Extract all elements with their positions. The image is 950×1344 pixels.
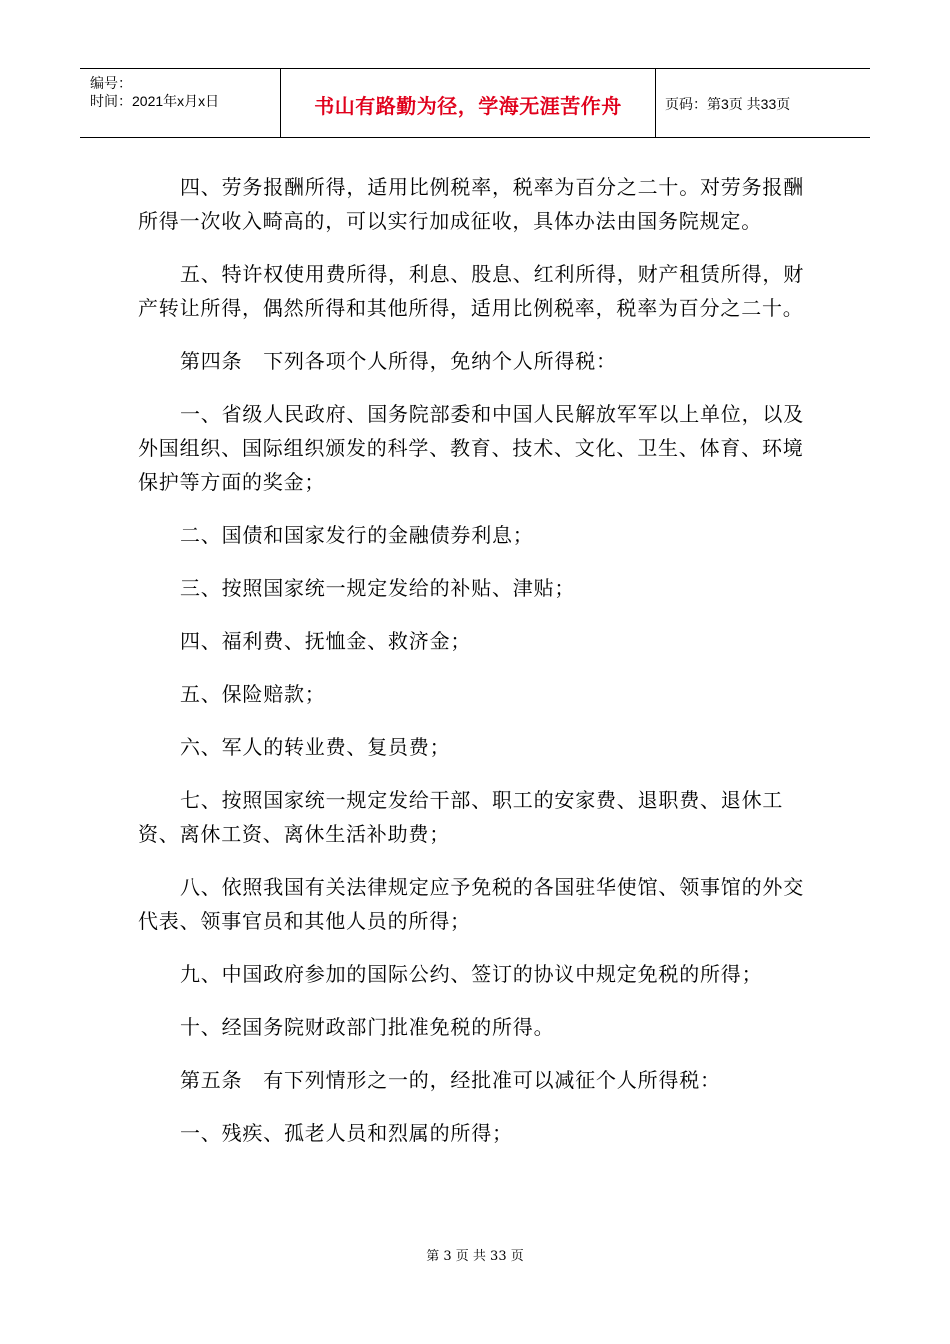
paragraph: 五、特许权使用费所得，利息、股息、红利所得，财产租赁所得，财产转让所得，偶然所得和其他所得，适用比例税率，税率为百分之二十。 bbox=[138, 262, 804, 320]
document-number-label: 编号： bbox=[90, 75, 132, 91]
paragraph: 一、残疾、孤老人员和烈属的所得； bbox=[180, 1121, 513, 1145]
article-heading: 第五条 有下列情形之一的，经批准可以减征个人所得税： bbox=[180, 1068, 721, 1092]
header-motto-cell bbox=[280, 69, 656, 137]
paragraph: 一、省级人民政府、国务院部委和中国人民解放军军以上单位，以及外国组织、国际组织颁发的科学、教育、技术、文化、卫生、体育、环境保护等方面的奖金； bbox=[138, 402, 804, 494]
page-footer: 第 3 页 共 33 页 bbox=[426, 1249, 524, 1264]
header-page-info: 页码：第3页 共33页 bbox=[665, 96, 791, 112]
article-heading: 第四条 下列各项个人所得，免纳个人所得税： bbox=[180, 349, 617, 373]
paragraph: 十、经国务院财政部门批准免税的所得。 bbox=[180, 1015, 555, 1039]
header-page-cell bbox=[655, 69, 870, 137]
page-header bbox=[80, 68, 870, 138]
header-meta bbox=[80, 69, 280, 137]
paragraph: 九、中国政府参加的国际公约、签订的协议中规定免税的所得； bbox=[180, 962, 763, 986]
paragraph: 四、劳务报酬所得，适用比例税率，税率为百分之二十。对劳务报酬所得一次收入畸高的，可以实行加成征收，具体办法由国务院规定。 bbox=[138, 175, 804, 233]
paragraph: 二、国债和国家发行的金融债券利息； bbox=[180, 523, 534, 547]
paragraph: 六、军人的转业费、复员费； bbox=[180, 735, 451, 759]
paragraph: 三、按照国家统一规定发给的补贴、津贴； bbox=[180, 576, 576, 600]
paragraph: 五、保险赔款； bbox=[180, 682, 326, 706]
paragraph: 七、按照国家统一规定发给干部、职工的安家费、退职费、退休工资、离休工资、离休生活补助费； bbox=[138, 788, 784, 846]
header-motto: 书山有路勤为径，学海无涯苦作舟 bbox=[314, 94, 622, 118]
document-body bbox=[138, 170, 818, 1169]
document-time-label: 时间：2021年x月x日 bbox=[90, 93, 220, 109]
paragraph: 四、福利费、抚恤金、救济金； bbox=[180, 629, 472, 653]
paragraph: 八、依照我国有关法律规定应予免税的各国驻华使馆、领事馆的外交代表、领事官员和其他人员的所得； bbox=[138, 875, 804, 933]
